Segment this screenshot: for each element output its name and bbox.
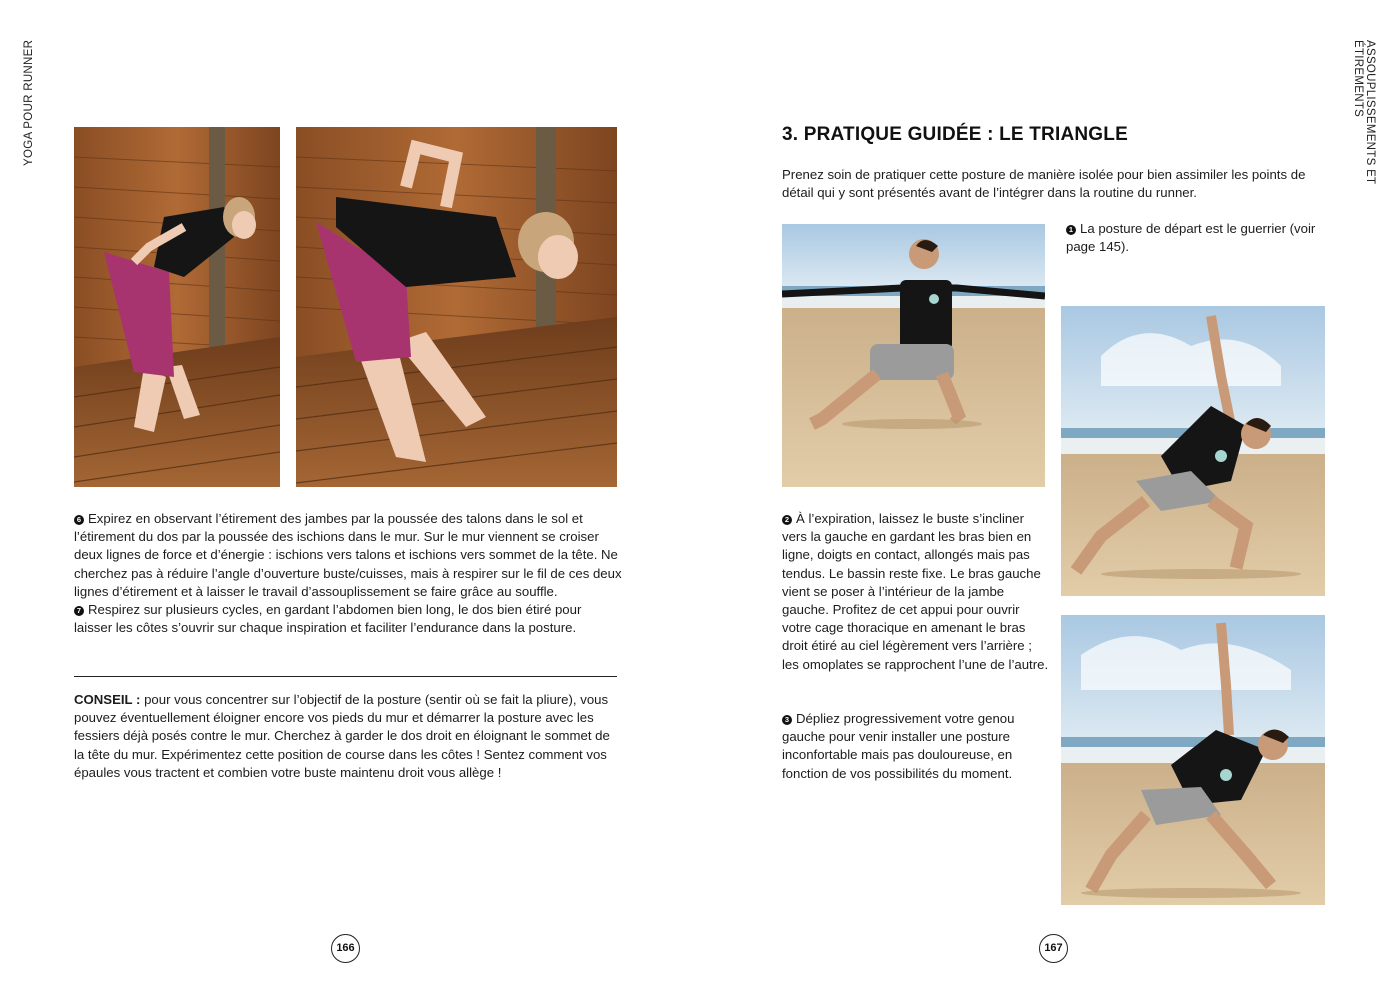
- page-number-left: 166: [331, 934, 360, 963]
- step-1-marker: 1: [1066, 225, 1076, 235]
- step-7-text: Respirez sur plusieurs cycles, en gardant l’abdomen bien long, le dos bien étiré pour laisser les côtes s’ouvrir sur chaque inspiration et faciliter l’endurance dans la posture.: [74, 602, 582, 636]
- photo-triangle-full: [1061, 615, 1325, 905]
- step-1-text: La posture de départ est le guerrier (voir page 145).: [1066, 221, 1316, 255]
- conseil-text: pour vous concentrer sur l’objectif de la posture (sentir où se fait la pliure), vous pouvez éventuellement éloigner encore vos pieds du mur et démarrer la posture avec les fessiers déjà posés contre le mur. Cherchez à garder le dos droit en éloignant le sommet de la tête du mur. Expérimentez cette position de course dans les côtes ! Sentez comment vos épaules vous tractent et combien votre buste maintenu droit vous allège !: [74, 692, 610, 780]
- running-header-left: YOGA POUR RUNNER: [23, 40, 35, 167]
- running-header-right: ASSOUPLISSEMENTS ET ÉTIREMENTS: [1352, 40, 1376, 185]
- step-2-text-block: [782, 510, 1052, 674]
- step-2-marker: 2: [782, 515, 792, 525]
- photo-wall-bend-side: [296, 127, 617, 487]
- divider-rule: [74, 676, 617, 677]
- photo-warrior-pose: [782, 224, 1045, 487]
- photo-triangle-bent-knee: [1061, 306, 1325, 596]
- intro-text: [782, 166, 1327, 202]
- step-1-text-block: [1066, 220, 1328, 256]
- photo-wall-bend-front: [74, 127, 280, 487]
- conseil-label: CONSEIL :: [74, 692, 141, 707]
- step-6-text: Expirez en observant l’étirement des jambes par la poussée des talons dans le sol et l’étirement du dos par la poussée des ischions dans le mur. Sur le mur viennent se croiser deux lignes de force et d’énergie : ischions vers talons et ischions vers sommet de la tête. Ne cherchez pas à réduire l’angle d’ouverture buste/cuisses, mais à respirer sur le fil de ces deux lignes d’étirement et à laisser le travail d’assouplissement se faire grâce au souffle.: [74, 511, 622, 599]
- step-7-marker: 7: [74, 606, 84, 616]
- page-number-right: 167: [1039, 934, 1068, 963]
- step-2-text: À l’expiration, laissez le buste s’incliner vers la gauche en gardant les bras bien en ligne, doigts en contact, allongés mais pas tendus. Le bassin reste fixe. Le bras gauche vient se poser à l’intérieur de la jambe gauche. Profitez de cet appui pour ouvrir votre cage thoracique en amenant le bras droit étiré au ciel légèrement vers l’arrière ; les omoplates se rapprochent l’une de l’autre.: [782, 511, 1049, 672]
- step-3-text-block: [782, 710, 1052, 783]
- step-3-text: Dépliez progressivement votre genou gauche pour venir installer une posture inconfortable mais pas douloureuse, en fonction de vos possibilités du moment.: [782, 711, 1015, 781]
- conseil-box: [74, 691, 622, 782]
- step-6-7-text: [74, 510, 622, 637]
- step-6-marker: 6: [74, 515, 84, 525]
- step-3-marker: 3: [782, 715, 792, 725]
- section-title: 3. PRATIQUE GUIDÉE : LE TRIANGLE: [782, 124, 1128, 145]
- intro-paragraph: Prenez soin de pratiquer cette posture de manière isolée pour bien assimiler les points de détail qui y sont présentés avant de l’intégrer dans la routine du runner.: [782, 167, 1306, 201]
